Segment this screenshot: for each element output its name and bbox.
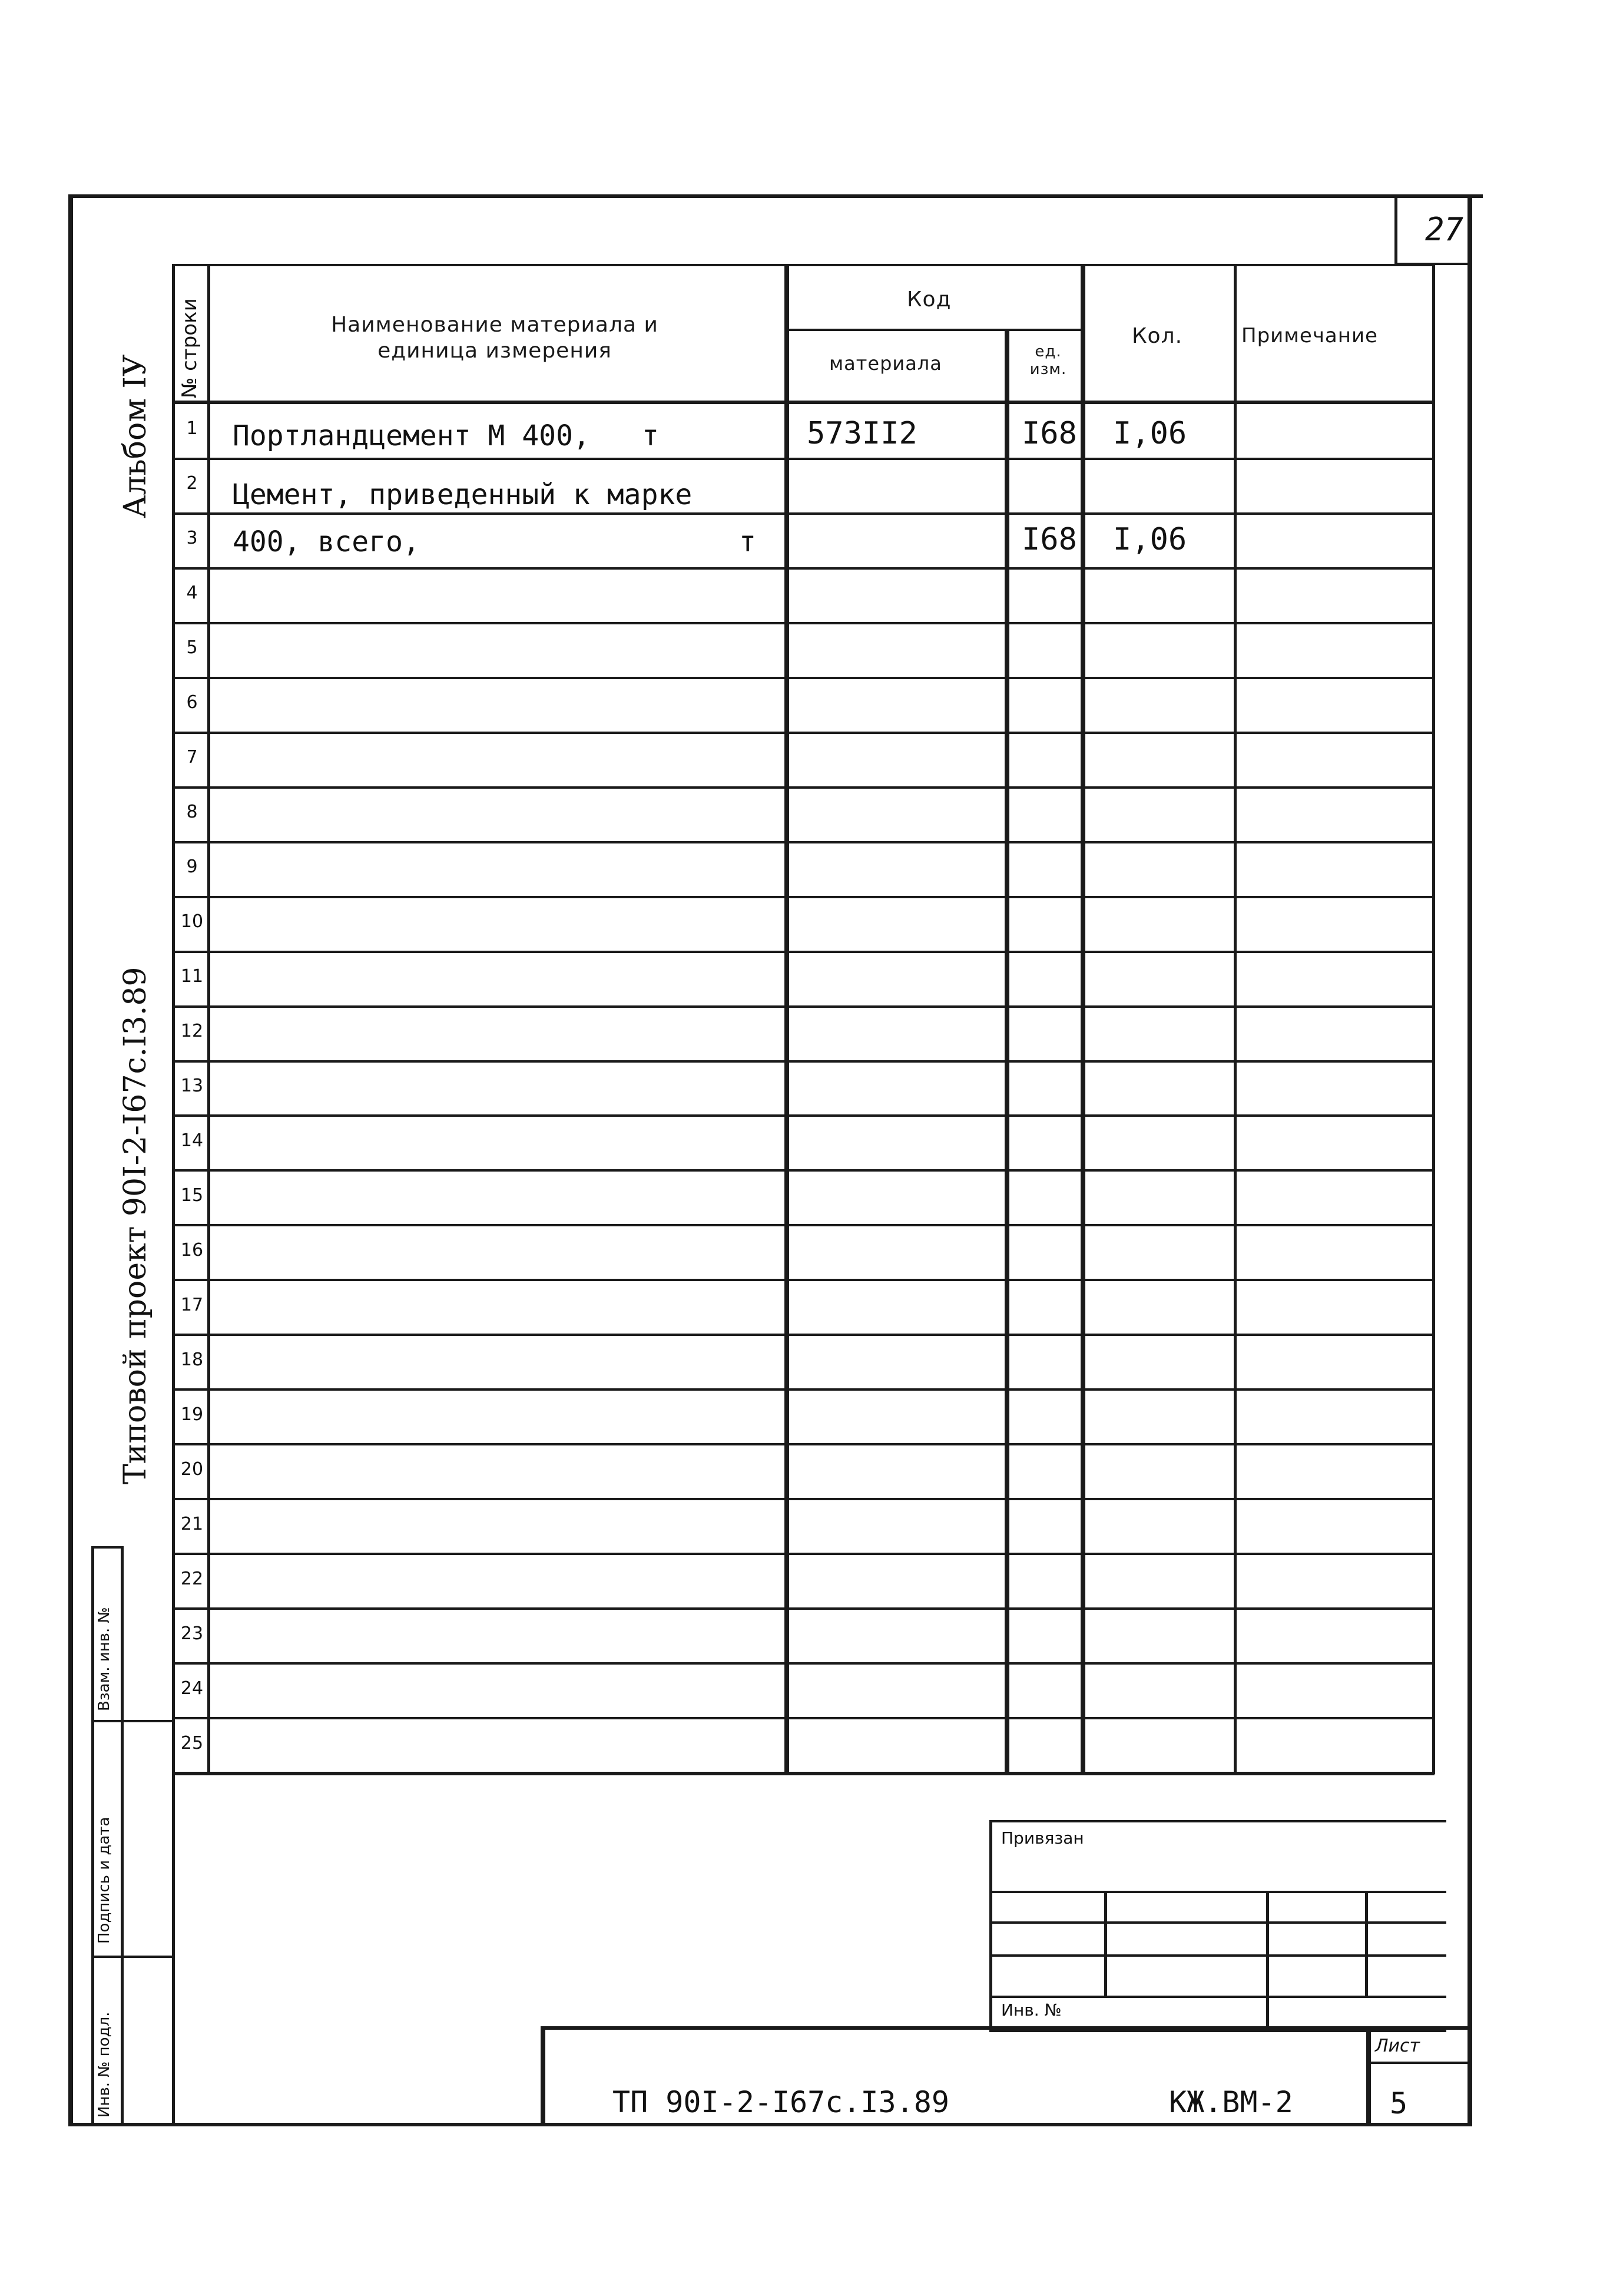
row-number: 22 xyxy=(180,1569,204,1589)
row-number: 21 xyxy=(180,1514,204,1534)
row-2-name: Цемент, приведенный к марке xyxy=(233,478,693,511)
row-separator xyxy=(172,841,1435,843)
stamp-sheet-sep xyxy=(1366,2062,1470,2064)
row-1-name: Портландцемент М 400, xyxy=(233,419,590,452)
page-number: 27 xyxy=(1425,211,1464,248)
stamp-main-left xyxy=(541,2026,545,2126)
row-number: 18 xyxy=(180,1349,204,1370)
stamp-sheet-label: Лист xyxy=(1375,2036,1420,2056)
header-note: Примечание xyxy=(1241,324,1378,348)
row-3-unit-mark: т xyxy=(739,525,756,558)
row-number: 24 xyxy=(180,1678,204,1699)
row-separator xyxy=(172,1334,1435,1336)
row-separator xyxy=(172,951,1435,953)
header-code-material: материала xyxy=(829,352,942,375)
row-number: 10 xyxy=(180,911,204,932)
privyazan-col-1 xyxy=(1104,1891,1107,1997)
header-bottom xyxy=(172,401,1435,404)
row-number: 20 xyxy=(180,1459,204,1480)
stamp-col-divider-2 xyxy=(121,1546,124,2123)
row-3-name: 400, всего, xyxy=(233,525,420,558)
row-3-qty: I,06 xyxy=(1113,522,1187,557)
row-separator xyxy=(172,786,1435,789)
row-separator xyxy=(172,1553,1435,1555)
row-separator xyxy=(172,677,1435,679)
row-number: 23 xyxy=(180,1623,204,1644)
frame-top-border xyxy=(69,194,1483,198)
stamp-sep-1 xyxy=(91,1720,174,1722)
header-code-sub xyxy=(787,329,1081,331)
row-number: 2 xyxy=(186,473,198,494)
row-separator xyxy=(172,1717,1435,1719)
stamp-sheet-number: 5 xyxy=(1390,2086,1408,2120)
row-number: 13 xyxy=(180,1076,204,1096)
header-row-no: № строки xyxy=(178,298,201,398)
project-label: Типовой проект 90I-2-I67с.I3.89 xyxy=(118,967,153,1484)
row-separator xyxy=(172,1224,1435,1226)
stamp-inv-podl-label: Инв. № подл. xyxy=(95,2012,113,2118)
privyazan-bottom xyxy=(989,2030,1446,2032)
privyazan-col-2 xyxy=(1266,1891,1269,2030)
row-1-qty: I,06 xyxy=(1113,416,1187,451)
header-name: Наименование материала и единица измерения xyxy=(331,313,658,363)
row-number: 1 xyxy=(186,418,198,439)
row-separator xyxy=(172,1607,1435,1610)
privyazan-sep xyxy=(989,1891,1446,1893)
row-separator xyxy=(172,896,1435,898)
row-number: 11 xyxy=(180,966,204,987)
album-label: Альбом IУ xyxy=(118,354,153,518)
row-separator xyxy=(172,1279,1435,1281)
row-number: 14 xyxy=(180,1130,204,1151)
row-separator xyxy=(172,732,1435,734)
stamp-vzam-inv-label: Взам. инв. № xyxy=(95,1607,113,1711)
stamp-main-top xyxy=(541,2026,1471,2030)
row-separator xyxy=(172,1443,1435,1445)
row-number: 25 xyxy=(180,1733,204,1754)
stamp-col-divider-1 xyxy=(91,1546,94,2123)
row-separator xyxy=(172,1662,1435,1665)
row-1-unit-mark: т xyxy=(642,419,659,452)
stamp-sheet-divider xyxy=(1366,2026,1371,2126)
row-separator xyxy=(172,1005,1435,1008)
row-number: 5 xyxy=(186,637,198,658)
table-right-border xyxy=(1432,265,1435,1774)
table-bottom xyxy=(172,1772,1435,1775)
row-separator xyxy=(172,567,1435,570)
col-divider-name xyxy=(784,265,789,1774)
privyazan-row-4 xyxy=(989,1996,1446,1998)
stamp-designation: ТП 90I-2-I67с.I3.89 xyxy=(612,2085,949,2119)
page-number-box-left xyxy=(1394,194,1397,265)
row-separator xyxy=(172,1114,1435,1117)
privyazan-left xyxy=(989,1820,992,2032)
header-qty: Кол. xyxy=(1132,324,1183,348)
row-separator xyxy=(172,512,1435,515)
row-separator xyxy=(172,1388,1435,1391)
row-number: 12 xyxy=(180,1021,204,1041)
header-code-unit: ед. изм. xyxy=(1029,343,1067,378)
header-top xyxy=(172,264,1435,266)
row-number: 7 xyxy=(186,747,198,767)
row-1-unit-code: I68 xyxy=(1022,416,1077,451)
row-separator xyxy=(172,458,1435,460)
row-number: 15 xyxy=(180,1185,204,1206)
row-number: 19 xyxy=(180,1404,204,1425)
col-divider-rownum xyxy=(207,265,210,1774)
stamp-mark: КЖ.ВМ-2 xyxy=(1169,2085,1293,2119)
inv-no-label: Инв. № xyxy=(1001,2000,1062,2020)
stamp-podpis-data-label: Подпись и дата xyxy=(95,1817,113,1944)
stamp-top xyxy=(91,1546,124,1549)
row-separator xyxy=(172,1169,1435,1172)
frame-bottom-border xyxy=(68,2123,1472,2126)
col-divider-material xyxy=(1005,330,1009,1774)
row-separator xyxy=(172,1498,1435,1500)
row-number: 4 xyxy=(186,583,198,603)
privyazan-row-2 xyxy=(989,1921,1446,1924)
row-number: 8 xyxy=(186,802,198,822)
privyazan-col-3 xyxy=(1365,1891,1368,1997)
stamp-sep-2 xyxy=(91,1956,174,1958)
privyazan-row-3 xyxy=(989,1954,1446,1957)
row-number: 9 xyxy=(186,856,198,877)
row-number: 6 xyxy=(186,692,198,713)
header-code: Код xyxy=(907,287,952,312)
privyazan-label: Привязан xyxy=(1001,1828,1084,1848)
privyazan-top xyxy=(989,1820,1446,1822)
row-number: 16 xyxy=(180,1240,204,1261)
col-divider-unit xyxy=(1081,265,1085,1774)
frame-right-border xyxy=(1468,194,1472,2126)
col-divider-qty xyxy=(1234,265,1237,1774)
row-separator xyxy=(172,622,1435,624)
row-number: 17 xyxy=(180,1295,204,1315)
row-3-unit-code: I68 xyxy=(1022,522,1077,557)
table-left-border xyxy=(172,265,175,2126)
row-1-code: 573II2 xyxy=(807,416,917,451)
row-number: 3 xyxy=(186,528,198,548)
frame-left-border xyxy=(68,194,73,2126)
row-separator xyxy=(172,1060,1435,1063)
